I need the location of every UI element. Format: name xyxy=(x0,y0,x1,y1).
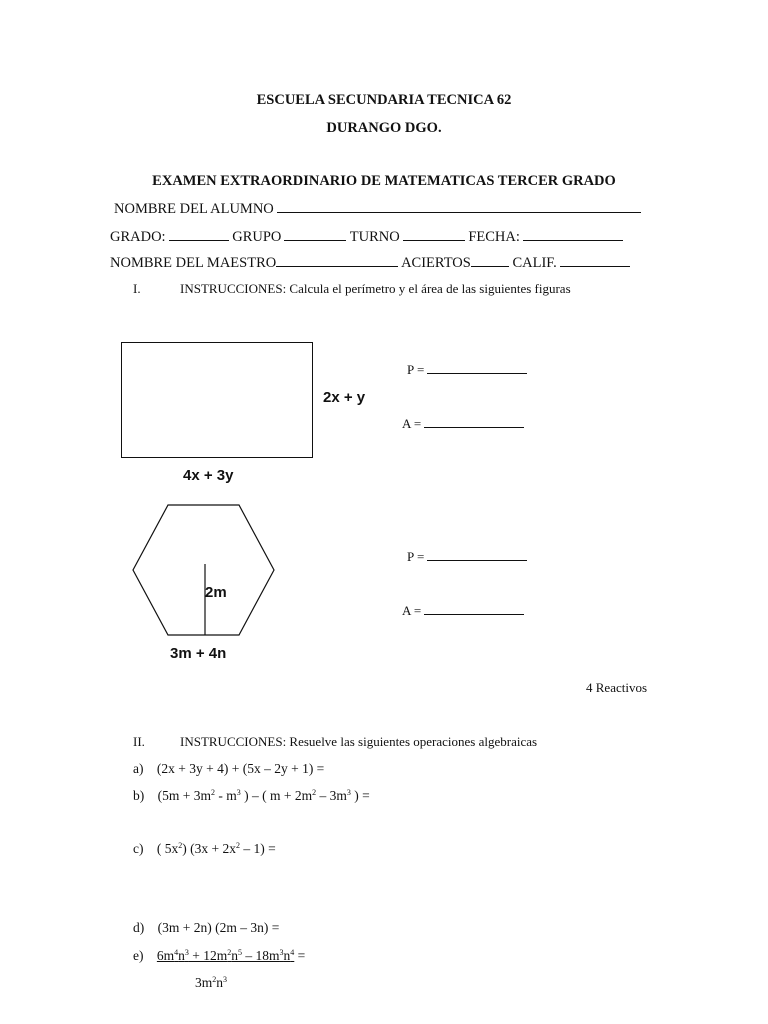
grade-label: GRADO: xyxy=(110,229,166,245)
exam-title: EXAMEN EXTRAORDINARIO DE MATEMATICAS TERCER GRADO xyxy=(152,173,616,189)
item-e xyxy=(133,948,305,964)
item-d-expression: (3m + 2n) (2m – 3n) = xyxy=(157,920,280,935)
rect-area-blank[interactable] xyxy=(424,414,524,428)
rectangle-figure xyxy=(121,342,313,458)
hex-perimeter-row xyxy=(407,547,527,565)
grade-blank[interactable] xyxy=(169,227,229,241)
school-name: ESCUELA SECUNDARIA TECNICA 62 xyxy=(256,92,512,108)
hexagon-apothem-label: 2m xyxy=(205,584,227,601)
section1-number: I. xyxy=(133,281,141,296)
student-name-blank[interactable] xyxy=(277,199,641,213)
item-b xyxy=(133,788,370,804)
teacher-name-label: NOMBRE DEL MAESTRO xyxy=(110,255,277,271)
grade-row xyxy=(110,227,623,246)
section2-instructions: INSTRUCCIONES: Resuelve las siguientes operaciones algebraicas xyxy=(180,734,538,749)
date-label: FECHA: xyxy=(468,229,520,245)
item-d xyxy=(133,920,279,936)
hex-perimeter-blank[interactable] xyxy=(427,547,527,561)
hexagon-figure xyxy=(128,500,280,640)
rect-perimeter-row xyxy=(407,360,527,378)
item-c-label: c) xyxy=(133,841,144,856)
item-a-label: a) xyxy=(133,761,144,776)
item-e-denominator: $3m^2n^3$ xyxy=(195,975,228,990)
hits-blank[interactable] xyxy=(471,253,509,267)
hex-area-label: A = xyxy=(402,603,422,618)
item-b-expression: ($5m + 3m^2 - m^3$ ) – ( $m + 2m^2 - 3m^3$ ) = xyxy=(157,788,370,803)
hits-label: ACIERTOS xyxy=(401,255,471,271)
rect-side-label: 2x + y xyxy=(323,389,366,406)
hexagon-side-label: 3m + 4n xyxy=(170,645,227,662)
section2-number: II. xyxy=(133,734,145,749)
shift-blank[interactable] xyxy=(403,227,465,241)
item-c-expression: ( $5x^2$) $(3x + 2x^2 - 1)$ = xyxy=(156,841,276,856)
teacher-name-blank[interactable] xyxy=(276,253,398,267)
item-e-numerator: $6m^4n^3 + 12m^2n^5 - 18m^3n^4$ = xyxy=(156,948,306,963)
item-c xyxy=(133,841,276,857)
hexagon-shape xyxy=(133,505,274,635)
rect-perimeter-blank[interactable] xyxy=(427,360,527,374)
item-d-label: d) xyxy=(133,920,145,935)
rect-perimeter-label: P = xyxy=(407,362,425,377)
score-label: CALIF. xyxy=(512,255,557,271)
score-blank[interactable] xyxy=(560,253,630,267)
item-a-expression: (2x + 3y + 4) + (5x – 2y + 1) = xyxy=(156,761,325,776)
rect-area-row xyxy=(402,414,524,432)
shift-label: TURNO xyxy=(349,229,400,245)
item-a xyxy=(133,761,324,777)
city-name: DURANGO DGO. xyxy=(326,120,442,136)
group-blank[interactable] xyxy=(284,227,346,241)
date-blank[interactable] xyxy=(523,227,623,241)
item-e-label: e) xyxy=(133,948,144,963)
teacher-row xyxy=(110,253,630,272)
student-name-label: NOMBRE DEL ALUMNO xyxy=(114,201,274,217)
student-name-row xyxy=(114,199,641,218)
reactivos-count: 4 Reactivos xyxy=(586,680,648,695)
hex-area-blank[interactable] xyxy=(424,601,524,615)
rect-area-label: A = xyxy=(402,416,422,431)
section1-instructions: INSTRUCCIONES: Calcula el perímetro y el área de las siguientes figuras xyxy=(180,281,571,296)
hex-perimeter-label: P = xyxy=(407,549,425,564)
hex-area-row xyxy=(402,601,524,619)
rect-bottom-label: 4x + 3y xyxy=(183,467,234,484)
group-label: GRUPO xyxy=(232,229,282,245)
item-b-label: b) xyxy=(133,788,145,803)
